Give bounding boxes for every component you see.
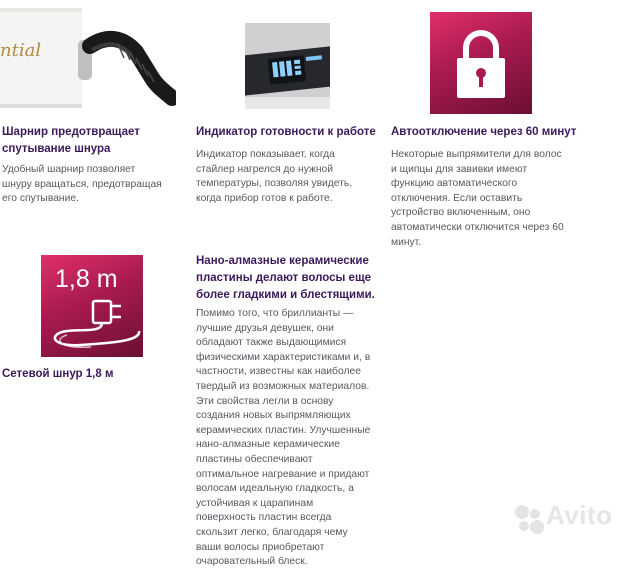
avito-watermark-text: Avito (546, 500, 613, 530)
auto-shutoff-image (430, 12, 532, 114)
ready-indicator-display-icon (245, 23, 330, 109)
power-cord-image (41, 255, 143, 357)
cord-length-label: 1,8 m (55, 265, 118, 293)
feature-desc-plates: Помимо того, что бриллианты — лучшие друзья девушек, они обладают также выдающимися физическими характеристиками и, в частности, известны как наиболее твердый из возможных материалов. Эти свойства легли в основу создания новых выпрямляющих керамических пластин. Улучшенные нано-алмазные керамические пластины обеспечивают оптимальное нагревание и придают волосам идеальную гладкость, а устойчивая к царапинам поверхность пластин всегда скользит легко, благодаря чему ваши волосы приобретают очаровательный блеск. (196, 308, 371, 568)
feature-desc-autoshutoff: Некоторые выпрямители для волос и щипцы для завивки имеют функцию автоматического отключения. Если оставить устройство включенным, оно автоматически отключится через 60 минут. (391, 149, 564, 248)
avito-logo-icon (512, 502, 546, 536)
feature-title-cord: Сетевой шнур 1,8 м (2, 368, 114, 380)
swivel-cord-image (0, 0, 176, 116)
feature-title-swivel: Шарнир предотвращает спутывание шнура (2, 126, 140, 155)
brand-text: ntial (0, 40, 42, 61)
feature-title-indicator: Индикатор готовности к работе (196, 126, 376, 138)
ready-indicator-image (245, 23, 330, 109)
power-cord-icon (41, 255, 143, 357)
avito-watermark (512, 500, 622, 534)
feature-desc-indicator: Индикатор показывает, когда стайлер нагрелся до нужной температуры, позволяя увидеть, когда прибор готов к работе. (196, 149, 353, 204)
feature-title-plates: Нано-алмазные керамические пластины делают волосы еще более гладкими и блестящими. (196, 255, 375, 301)
feature-title-autoshutoff: Автоотключение через 60 минут (391, 126, 577, 138)
padlock-icon (430, 12, 532, 114)
feature-desc-swivel: Удобный шарнир позволяет шнуру вращаться, предотвращая его спутывание. (2, 164, 162, 205)
